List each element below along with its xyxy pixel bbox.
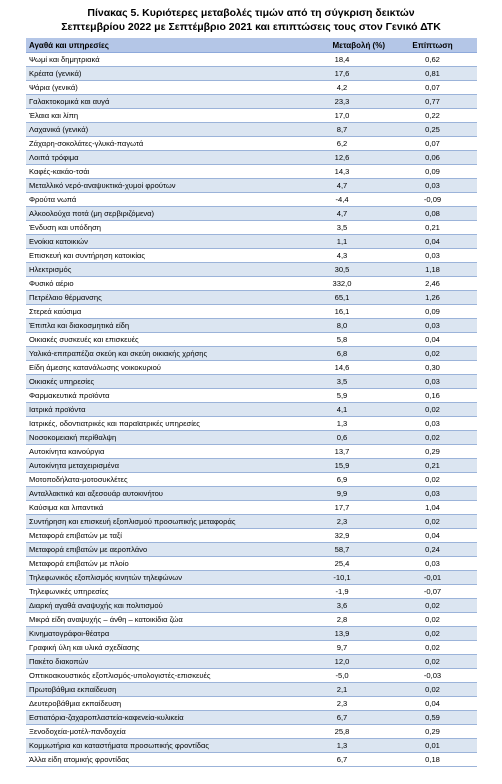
row-change: 6,8 (296, 347, 388, 361)
row-change: 3,5 (296, 221, 388, 235)
table-row (26, 193, 477, 207)
row-weight: 0,02 (388, 655, 477, 669)
table-row (26, 613, 477, 627)
row-change: 2,8 (296, 613, 388, 627)
table-row (26, 655, 477, 669)
row-category: Πακέτο διακοπών (26, 655, 296, 669)
row-category: Είδη άμεσης κατανάλωσης νοικοκυριού (26, 361, 296, 375)
table-row (26, 487, 477, 501)
row-category: Φαρμακευτικά προϊόντα (26, 389, 296, 403)
row-change: 65,1 (296, 291, 388, 305)
row-weight: 0,02 (388, 515, 477, 529)
row-change: 12,6 (296, 151, 388, 165)
row-change: 13,9 (296, 627, 388, 641)
row-category: Γαλακτοκομικά και αυγά (26, 95, 296, 109)
row-change: 32,9 (296, 529, 388, 543)
row-category: Μεταφορά επιβατών με πλοίο (26, 557, 296, 571)
table-row (26, 641, 477, 655)
row-category: Αλκοολούχα ποτά (μη σερβιριζόμενα) (26, 207, 296, 221)
row-change: 17,0 (296, 109, 388, 123)
row-weight: 1,18 (388, 263, 477, 277)
row-weight: 0,09 (388, 165, 477, 179)
row-weight: 1,04 (388, 501, 477, 515)
table-row (26, 543, 477, 557)
row-category: Ζάχαρη-σοκολάτες-γλυκά-παγωτά (26, 137, 296, 151)
table-row (26, 725, 477, 739)
table-row (26, 179, 477, 193)
row-weight: -0,09 (388, 193, 477, 207)
row-category: Τηλεφωνικές υπηρεσίες (26, 585, 296, 599)
row-change: 8,0 (296, 319, 388, 333)
table-row (26, 669, 477, 683)
row-weight: -0,07 (388, 585, 477, 599)
row-category: Έλαια και λίπη (26, 109, 296, 123)
table-row (26, 277, 477, 291)
row-change: 15,9 (296, 459, 388, 473)
row-change: 4,7 (296, 207, 388, 221)
row-weight: 1,26 (388, 291, 477, 305)
row-change: 5,9 (296, 389, 388, 403)
row-change: 1,3 (296, 417, 388, 431)
row-weight: 0,02 (388, 473, 477, 487)
row-change: 6,9 (296, 473, 388, 487)
row-change: 9,9 (296, 487, 388, 501)
row-weight: 0,02 (388, 599, 477, 613)
row-change: 30,5 (296, 263, 388, 277)
table-row (26, 221, 477, 235)
table-row (26, 473, 477, 487)
table-row (26, 53, 477, 67)
row-change: 25,8 (296, 725, 388, 739)
row-category: Δευτεροβάθμια εκπαίδευση (26, 697, 296, 711)
row-category: Κομμωτήρια και καταστήματα προσωπικής φροντίδας (26, 739, 296, 753)
row-weight: -0,03 (388, 669, 477, 683)
table-row (26, 81, 477, 95)
table-row (26, 319, 477, 333)
row-category: Μεταλλικό νερό-αναψυκτικά-χυμοί φρούτων (26, 179, 296, 193)
row-category: Φρούτα νωπά (26, 193, 296, 207)
row-weight: 0,22 (388, 109, 477, 123)
row-change: 16,1 (296, 305, 388, 319)
row-category: Οπτικοακουστικός εξοπλισμός-υπολογιστές-επισκευές (26, 669, 296, 683)
table-row (26, 683, 477, 697)
row-change: 12,0 (296, 655, 388, 669)
row-weight: 0,08 (388, 207, 477, 221)
row-weight: 0,24 (388, 543, 477, 557)
table-row (26, 697, 477, 711)
row-category: Ξενοδοχεία-μοτέλ-πανδοχεία (26, 725, 296, 739)
row-weight: 0,03 (388, 179, 477, 193)
row-category: Ένδυση και υπόδηση (26, 221, 296, 235)
row-category: Ιατρικά προϊόντα (26, 403, 296, 417)
table-row (26, 739, 477, 753)
table-row (26, 361, 477, 375)
table-row (26, 67, 477, 81)
row-change: 3,5 (296, 375, 388, 389)
table-row (26, 571, 477, 585)
row-change: 1,1 (296, 235, 388, 249)
row-change: 14,3 (296, 165, 388, 179)
row-category: Υαλικά-επιτραπέζια σκεύη και σκεύη οικιακής χρήσης (26, 347, 296, 361)
row-weight: 0,06 (388, 151, 477, 165)
header-change: Μεταβολή (%) (296, 38, 388, 53)
row-weight: 0,21 (388, 221, 477, 235)
row-change: -1,9 (296, 585, 388, 599)
row-change: 2,1 (296, 683, 388, 697)
row-weight: 0,02 (388, 627, 477, 641)
row-category: Ηλεκτρισμός (26, 263, 296, 277)
row-category: Οικιακές συσκευές και επισκευές (26, 333, 296, 347)
row-category: Έπιπλα και διακοσμητικά είδη (26, 319, 296, 333)
table-row (26, 431, 477, 445)
row-weight: 0,03 (388, 487, 477, 501)
row-category: Τηλεφωνικός εξοπλισμός κινητών τηλεφώνων (26, 571, 296, 585)
row-category: Κρέατα (γενικά) (26, 67, 296, 81)
table-row (26, 529, 477, 543)
row-change: 25,4 (296, 557, 388, 571)
table-row (26, 753, 477, 767)
row-change: 5,8 (296, 333, 388, 347)
row-category: Στερεά καύσιμα (26, 305, 296, 319)
row-category: Μεταφορά επιβατών με αεροπλάνο (26, 543, 296, 557)
row-weight: 0,02 (388, 641, 477, 655)
table-row (26, 291, 477, 305)
row-category: Πετρέλαιο θέρμανσης (26, 291, 296, 305)
table-row (26, 515, 477, 529)
row-category: Λαχανικά (γενικά) (26, 123, 296, 137)
table-row (26, 165, 477, 179)
price-changes-table (26, 38, 477, 767)
row-category: Κινηματογράφοι-θέατρα (26, 627, 296, 641)
row-weight: 0,21 (388, 459, 477, 473)
table-row (26, 123, 477, 137)
row-category: Νοσοκομειακή περίθαλψη (26, 431, 296, 445)
table-row (26, 627, 477, 641)
table-row (26, 375, 477, 389)
table-row (26, 305, 477, 319)
table-row (26, 403, 477, 417)
row-category: Ιατρικές, οδοντιατρικές και παραϊατρικές υπηρεσίες (26, 417, 296, 431)
row-weight: 0,04 (388, 529, 477, 543)
row-category: Οικιακές υπηρεσίες (26, 375, 296, 389)
table-row (26, 263, 477, 277)
row-category: Γραφική ύλη και υλικά σχεδίασης (26, 641, 296, 655)
row-change: -10,1 (296, 571, 388, 585)
row-weight: 0,30 (388, 361, 477, 375)
table-row (26, 235, 477, 249)
row-category: Μικρά είδη αναψυχής – άνθη – κατοικίδια ζώα (26, 613, 296, 627)
row-category: Εστιατόρια-ζαχαροπλαστεία-καφενεία-κυλικεία (26, 711, 296, 725)
table-header-row (26, 38, 477, 53)
row-weight: 0,02 (388, 683, 477, 697)
row-weight: 0,29 (388, 445, 477, 459)
row-change: 6,2 (296, 137, 388, 151)
row-category: Ψάρια (γενικά) (26, 81, 296, 95)
row-change: 23,3 (296, 95, 388, 109)
table-row (26, 207, 477, 221)
row-change: 6,7 (296, 711, 388, 725)
table-title-line2: Σεπτεμβρίου 2022 με Σεπτέμβριο 2021 και επιπτώσεις τους στον Γενικό ΔΤΚ (61, 21, 441, 33)
row-weight: 0,04 (388, 697, 477, 711)
table-row (26, 459, 477, 473)
row-change: 332,0 (296, 277, 388, 291)
table-row (26, 501, 477, 515)
row-weight: 0,16 (388, 389, 477, 403)
row-change: 6,7 (296, 753, 388, 767)
row-category: Μοτοποδήλατα-μοτοσυκλέτες (26, 473, 296, 487)
row-change: -5,0 (296, 669, 388, 683)
row-change: 4,7 (296, 179, 388, 193)
table-row (26, 557, 477, 571)
row-change: 18,4 (296, 53, 388, 67)
table-row (26, 417, 477, 431)
row-weight: 0,07 (388, 137, 477, 151)
table-body (26, 53, 477, 767)
row-weight: 0,02 (388, 431, 477, 445)
row-category: Μεταφορά επιβατών με ταξί (26, 529, 296, 543)
row-change: 4,2 (296, 81, 388, 95)
row-category: Ψωμί και δημητριακά (26, 53, 296, 67)
row-weight: 0,03 (388, 417, 477, 431)
row-category: Καφές-κακάο-τσάι (26, 165, 296, 179)
row-category: Λοιπά τρόφιμα (26, 151, 296, 165)
row-change: 2,3 (296, 515, 388, 529)
table-title-line1: Πίνακας 5. Κυριότερες μεταβολές τιμών από τη σύγκριση δεικτών (87, 7, 415, 19)
row-weight: 0,02 (388, 613, 477, 627)
row-weight: 0,04 (388, 235, 477, 249)
row-change: 13,7 (296, 445, 388, 459)
row-category: Επισκευή και συντήρηση κατοικίας (26, 249, 296, 263)
row-category: Πρωτοβάθμια εκπαίδευση (26, 683, 296, 697)
row-change: 58,7 (296, 543, 388, 557)
row-weight: -0,01 (388, 571, 477, 585)
table-row (26, 347, 477, 361)
table-row (26, 599, 477, 613)
row-change: 8,7 (296, 123, 388, 137)
row-weight: 0,03 (388, 319, 477, 333)
row-weight: 0,07 (388, 81, 477, 95)
row-weight: 0,02 (388, 403, 477, 417)
row-change: 2,3 (296, 697, 388, 711)
row-category: Αυτοκίνητα καινούργια (26, 445, 296, 459)
table-row (26, 109, 477, 123)
row-change: -4,4 (296, 193, 388, 207)
table-row (26, 389, 477, 403)
row-weight: 0,77 (388, 95, 477, 109)
row-change: 0,6 (296, 431, 388, 445)
row-weight: 0,03 (388, 249, 477, 263)
row-category: Συντήρηση και επισκευή εξοπλισμού προσωπικής μεταφοράς (26, 515, 296, 529)
row-weight: 0,29 (388, 725, 477, 739)
row-weight: 0,62 (388, 53, 477, 67)
row-category: Διαρκή αγαθά αναψυχής και πολιτισμού (26, 599, 296, 613)
table-row (26, 151, 477, 165)
row-category: Φυσικό αέριο (26, 277, 296, 291)
row-change: 14,6 (296, 361, 388, 375)
table-row (26, 585, 477, 599)
row-weight: 0,18 (388, 753, 477, 767)
table-row (26, 445, 477, 459)
row-weight: 0,03 (388, 375, 477, 389)
row-weight: 0,04 (388, 333, 477, 347)
header-weight: Επίπτωση (388, 38, 477, 53)
row-weight: 0,01 (388, 739, 477, 753)
row-category: Άλλα είδη ατομικής φροντίδας (26, 753, 296, 767)
row-category: Ενοίκια κατοικιών (26, 235, 296, 249)
row-category: Καύσιμα και λιπαντικά (26, 501, 296, 515)
header-category: Αγαθά και υπηρεσίες (26, 38, 296, 53)
table-row (26, 333, 477, 347)
row-weight: 2,46 (388, 277, 477, 291)
table-row (26, 137, 477, 151)
row-weight: 0,02 (388, 347, 477, 361)
row-change: 9,7 (296, 641, 388, 655)
table-row (26, 249, 477, 263)
row-weight: 0,03 (388, 557, 477, 571)
row-change: 4,3 (296, 249, 388, 263)
row-weight: 0,25 (388, 123, 477, 137)
row-category: Ανταλλακτικά και αξεσουάρ αυτοκινήτου (26, 487, 296, 501)
row-change: 4,1 (296, 403, 388, 417)
row-change: 17,6 (296, 67, 388, 81)
row-change: 1,3 (296, 739, 388, 753)
row-weight: 0,81 (388, 67, 477, 81)
row-change: 3,6 (296, 599, 388, 613)
table-row (26, 711, 477, 725)
row-weight: 0,59 (388, 711, 477, 725)
row-category: Αυτοκίνητα μεταχειρισμένα (26, 459, 296, 473)
table-row (26, 95, 477, 109)
row-change: 17,7 (296, 501, 388, 515)
row-weight: 0,09 (388, 305, 477, 319)
